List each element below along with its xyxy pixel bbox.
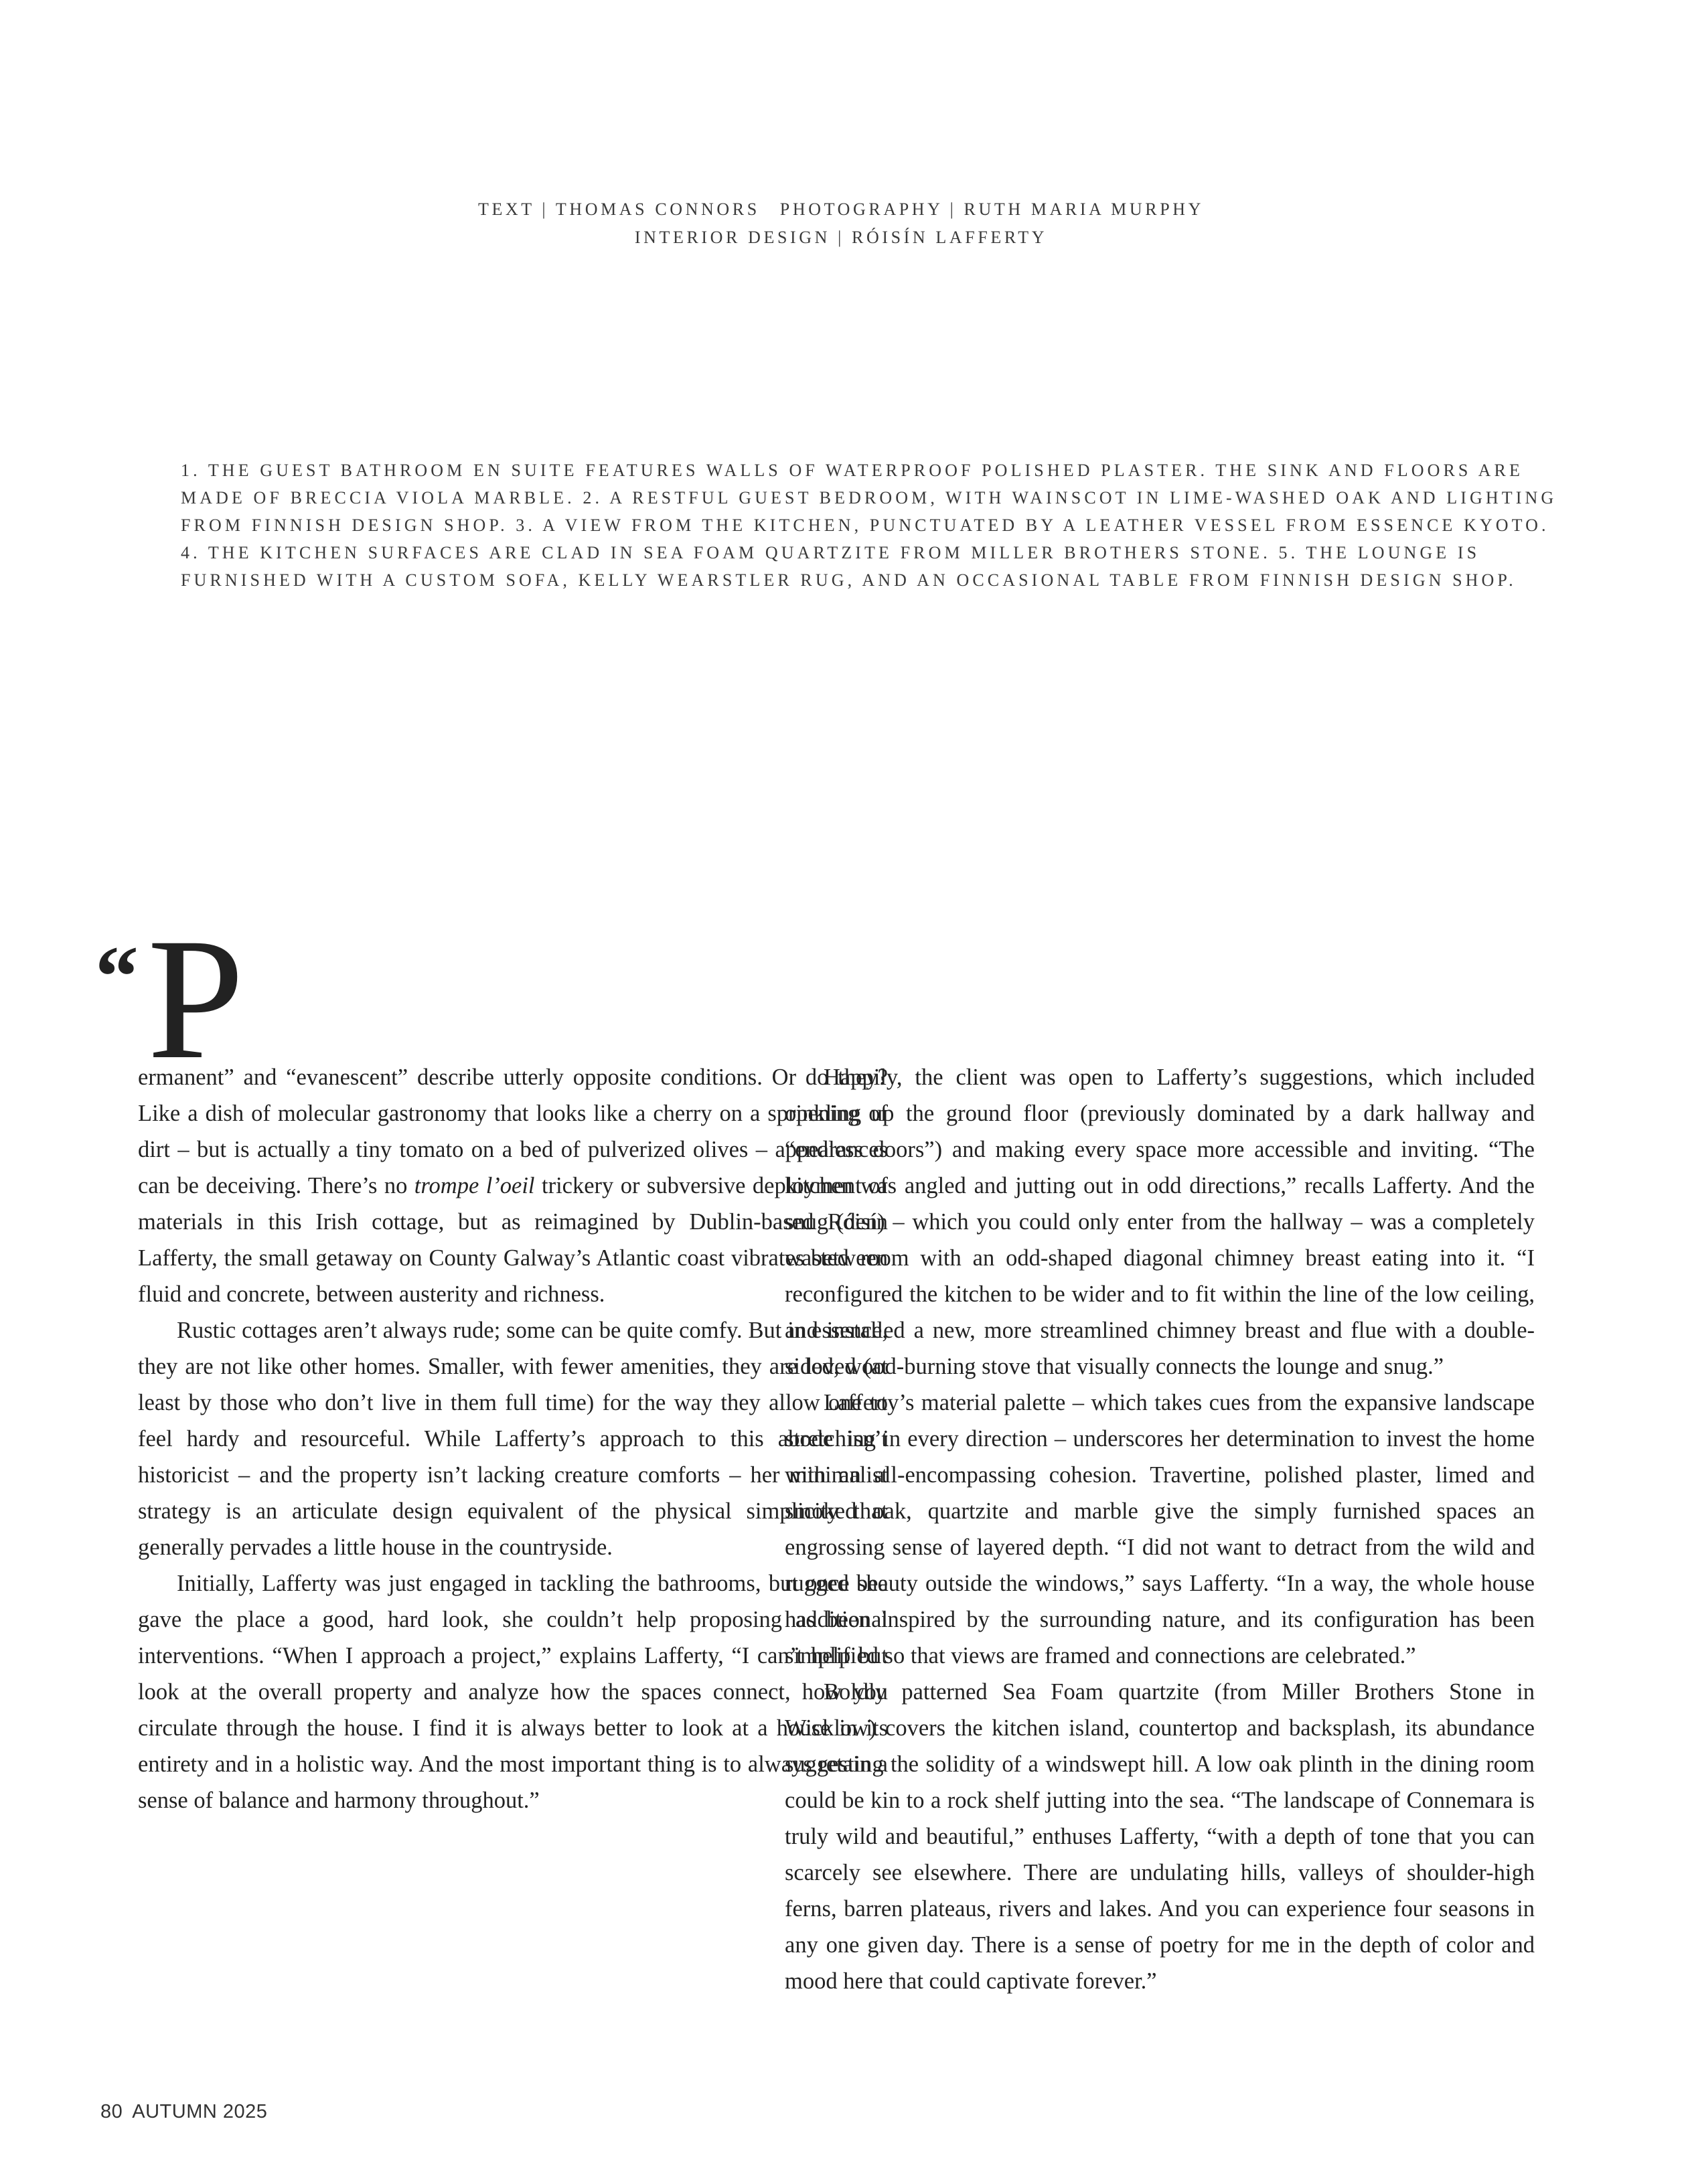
- issue-label: AUTUMN 2025: [132, 2101, 268, 2122]
- caption-line: 4. THE KITCHEN SURFACES ARE CLAD IN SEA FOAM QUARTZITE FROM MILLER BROTHERS STONE. 5. THE LOUNGE IS: [181, 543, 1480, 562]
- caption-line: MADE OF BRECCIA VIOLA MARBLE. 2. A RESTFUL GUEST BEDROOM, WITH WAINSCOT IN LIME-WASHED OAK AND LIGHTING: [181, 488, 1557, 508]
- page-number: 80: [100, 2101, 123, 2122]
- credit-interior-design: INTERIOR DESIGN | RÓISÍN LAFFERTY: [634, 228, 1048, 247]
- italic-phrase: trompe l’oeil: [414, 1173, 535, 1198]
- article-column-right: [785, 1059, 1535, 1999]
- photo-caption: [181, 457, 1557, 594]
- caption-line: FROM FINNISH DESIGN SHOP. 3. A VIEW FROM THE KITCHEN, PUNCTUATED BY A LEATHER VESSEL FROM ESSENCE KYOTO.: [181, 516, 1549, 535]
- article-credits: [0, 196, 1682, 252]
- paragraph-text: ermanent” and “evanescent” describe utterly opposite conditions. Or do they? Like a dish of molecular gastronomy that looks like a cherry on a sprinkling of dirt – but is actually a tiny tomato on a bed of pulverized olives – appearances can be deceiving. There’s no: [138, 1065, 888, 1198]
- paragraph-text: trickery or subversive deployment of materials in this Irish cottage, but as reimagined by Dublin-based Róisín Lafferty, the small getaway on County Galway’s Atlantic coast vibrates between fluid and concrete, between austerity and richness.: [138, 1173, 889, 1307]
- credits-line-1: [0, 196, 1682, 224]
- credit-text: TEXT | THOMAS CONNORS: [477, 200, 760, 219]
- caption-line: 1. THE GUEST BATHROOM EN SUITE FEATURES WALLS OF WATERPROOF POLISHED PLASTER. THE SINK AND FLOORS ARE: [181, 461, 1523, 480]
- paragraph: Rustic cottages aren’t always rude; some can be quite comfy. But in essence, they are not like other homes. Smaller, with fewer amenities, they are loved (at least by those who don’t live in them full time) for the way they allow one to feel hardy and resourceful. While Lafferty’s approach to this abode isn’t historicist – and the property isn’t lacking creature comforts – her minimalist strategy is an articulate design equivalent of the physical simplicity that generally pervades a little house in the countryside.: [138, 1318, 888, 1560]
- drop-cap-letter: P: [147, 903, 244, 1095]
- paragraph: Happily, the client was open to Lafferty’s suggestions, which included opening up the ground floor (previously dominated by a dark hallway and “endless doors”) and making every space more accessible and inviting. “The kitchen was angled and jutting out in odd directions,” recalls Lafferty. And the snug (den) – which you could only enter from the hallway – was a completely wasted room with an odd-shaped diagonal chimney breast eating into it. “I reconfigured the kitchen to be wider and to fit within the line of the low ceiling, and installed a new, more streamlined chimney breast and flue with a double-sided, wood-burning stove that visually connects the lounge and snug.”: [785, 1065, 1535, 1379]
- paragraph: [138, 1059, 888, 1312]
- paragraph: Initially, Lafferty was just engaged in tackling the bathrooms, but once she gave the place a good, hard look, she couldn’t help proposing additional interventions. “When I approach a project,” explains Lafferty, “I can’t help but look at the overall property and analyze how the spaces connect, how you circulate through the house. I find it is always better to look at a house in its entirety and in a holistic way. And the most important thing is to always retain a sense of balance and harmony throughout.”: [138, 1571, 888, 1813]
- caption-line: FURNISHED WITH A CUSTOM SOFA, KELLY WEARSTLER RUG, AND AN OCCASIONAL TABLE FROM FINNISH DESIGN SHOP.: [181, 570, 1517, 590]
- paragraph: Boldly patterned Sea Foam quartzite (from Miller Brothers Stone in Wicklow) covers the kitchen island, countertop and backsplash, its abundance suggesting the solidity of a windswept hill. A low oak plinth in the dining room could be kin to a rock shelf jutting into the sea. “The landscape of Connemara is truly wild and beautiful,” enthuses Lafferty, “with a depth of tone that you can scarcely see elsewhere. There are undulating hills, valleys of shoulder-high ferns, barren plateaus, rivers and lakes. And you can experience four seasons in any one given day. There is a sense of poetry for me in the depth of color and mood here that could captivate forever.”: [785, 1679, 1535, 1994]
- credit-photography: PHOTOGRAPHY | RUTH MARIA MURPHY: [779, 200, 1205, 219]
- article-column-left: [138, 1059, 888, 1818]
- page-folio: [100, 2101, 267, 2123]
- paragraph: Lafferty’s material palette – which takes cues from the expansive landscape stretching in every direction – underscores her determination to invest the home with an all-encompassing cohesion. Travertine, polished plaster, limed and smoked oak, quartzite and marble give the simply furnished spaces an engrossing sense of layered depth. “I did not want to detract from the wild and rugged beauty outside the windows,” says Lafferty. “In a way, the whole house has been inspired by the surrounding nature, and its configuration has been simplified so that views are framed and connections are celebrated.”: [785, 1390, 1535, 1668]
- drop-cap-quote: “: [95, 929, 139, 1025]
